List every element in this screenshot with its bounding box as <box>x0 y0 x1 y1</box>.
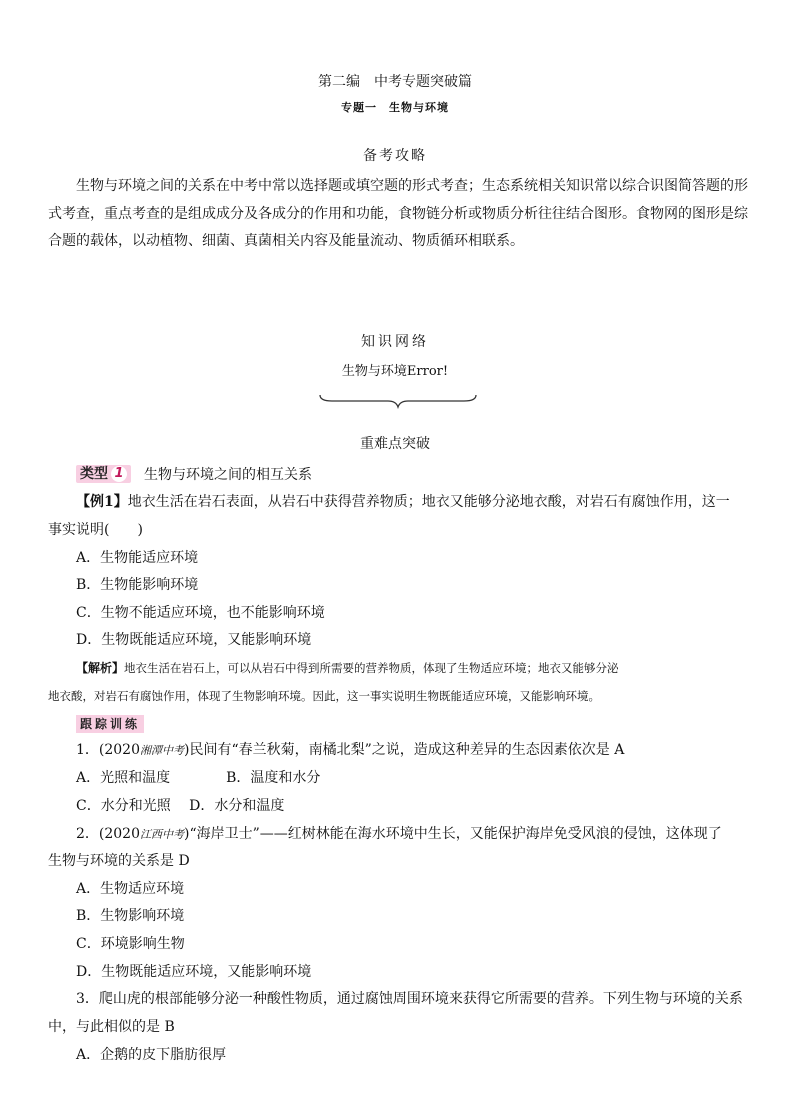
q2-option-b: B．生物影响环境 <box>76 908 185 924</box>
example-line-1 <box>76 492 730 512</box>
example-text-2: 事实说明( ) <box>48 522 143 538</box>
q1-options-row-1: A．光照和温度 B．温度和水分 <box>76 770 321 786</box>
q2-option-a: A．生物适应环境 <box>76 881 185 897</box>
q1-text: )民间有“春兰秋菊，南橘北梨”之说，造成这种差异的生态因素依次是 A <box>184 742 625 758</box>
example-text-1: 地衣生活在岩石表面，从岩石中获得营养物质；地衣又能够分泌地衣酸，对岩石有腐蚀作用，这一 <box>127 494 730 510</box>
type-badge <box>76 465 131 483</box>
training-badge: 跟踪训练 <box>76 715 144 733</box>
example-option-d: D．生物既能适应环境，又能影响环境 <box>76 632 312 648</box>
type-title: 生物与环境之间的相互关系 <box>144 467 312 483</box>
q3-text-2: 中，与此相似的是 B <box>48 1019 175 1035</box>
q2-prefix: 2．(2020 <box>76 826 140 842</box>
q3-option-a: A．企鹅的皮下脂肪很厚 <box>76 1047 227 1063</box>
q1-prefix: 1．(2020 <box>76 742 140 758</box>
example-option-b: B．生物能影响环境 <box>76 577 199 593</box>
analysis-line-1 <box>76 655 746 683</box>
q3-text: 3．爬山虎的根部能够分泌一种酸性物质，通过腐蚀周围环境来获得它所需要的营养。下列生物与环境的关系 <box>76 991 743 1007</box>
topic-title: 专题一 生物与环境 <box>341 101 449 114</box>
example-label: 【例1】 <box>76 494 128 510</box>
strategy-paragraph: 生物与环境之间的关系在中考中常以选择题或填空题的形式考查；生态系统相关知识常以综合识图简答题的形式考查，重点考查的是组成成分及各成分的作用和功能，食物链分析或物质分析往往结合图形。食物网的图形是综合题的载体，以动植物、细菌、真菌相关内容及能量流动、物质循环相联系。 <box>48 178 748 249</box>
analysis-label: 【解析】 <box>76 661 125 675</box>
q2-source: 江西中考 <box>140 828 184 841</box>
part-title: 第二编 中考专题突破篇 <box>318 74 472 90</box>
q2-text-2: 生物与环境的关系是 D <box>48 853 190 869</box>
network-line: 生物与环境Error! <box>341 364 449 379</box>
type-number: 1 <box>111 466 127 482</box>
q2-option-c: C．环境影响生物 <box>76 936 185 952</box>
keypoints-heading: 重难点突破 <box>360 436 430 452</box>
brace-icon <box>318 393 478 409</box>
analysis-text-2: 地衣酸，对岩石有腐蚀作用，体现了生物影响环境。因此，这一事实说明生物既能适应环境，又能影响环境。 <box>48 689 600 703</box>
q2-option-d: D．生物既能适应环境，又能影响环境 <box>76 964 312 980</box>
network-heading: 知识网络 <box>361 334 429 350</box>
analysis-text-1: 地衣生活在岩石上，可以从岩石中得到所需要的营养物质，体现了生物适应环境；地衣又能够分泌 <box>124 661 619 675</box>
example-option-a: A．生物能适应环境 <box>76 550 199 566</box>
q2-text: )“海岸卫士”——红树林能在海水环境中生长，又能保护海岸免受风浪的侵蚀，这体现了 <box>184 826 722 842</box>
q2-line <box>76 824 722 845</box>
strategy-heading: 备考攻略 <box>363 148 427 164</box>
q1-line <box>76 740 624 761</box>
q1-options-row-2: C．水分和光照 D．水分和温度 <box>76 798 285 814</box>
q1-source: 湘潭中考 <box>140 744 184 757</box>
type-label: 类型 <box>80 466 108 482</box>
example-option-c: C．生物不能适应环境，也不能影响环境 <box>76 605 325 621</box>
